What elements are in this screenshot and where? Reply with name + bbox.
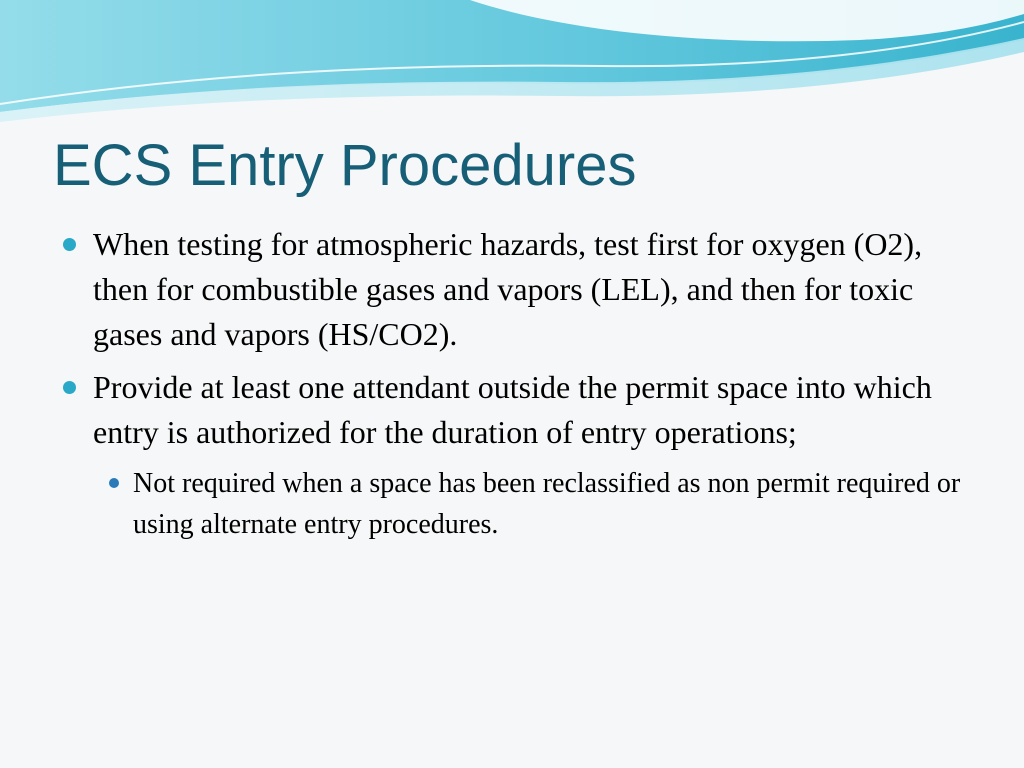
bullet-item <box>60 222 980 357</box>
sub-bullet-list <box>93 463 980 545</box>
bullet-dot-icon <box>63 381 76 394</box>
sub-bullet-text: Not required when a space has been reclassified as non permit required or using alternate entry procedures. <box>133 468 961 540</box>
sub-bullet-dot-icon <box>109 478 119 488</box>
slide-title: ECS Entry Procedures <box>53 133 637 198</box>
bullet-list <box>60 222 980 553</box>
decorative-wave-header <box>0 0 1024 125</box>
bullet-item <box>60 365 980 545</box>
bullet-text: Provide at least one attendant outside the permit space into which entry is authorized for the duration of entry operations; <box>93 369 932 450</box>
bullet-text: When testing for atmospheric hazards, test first for oxygen (O2), then for combustible gases and vapors (LEL), and then for toxic gases and vapors (HS/CO2). <box>93 226 923 352</box>
sub-bullet-item <box>93 463 980 545</box>
bullet-dot-icon <box>63 238 76 251</box>
